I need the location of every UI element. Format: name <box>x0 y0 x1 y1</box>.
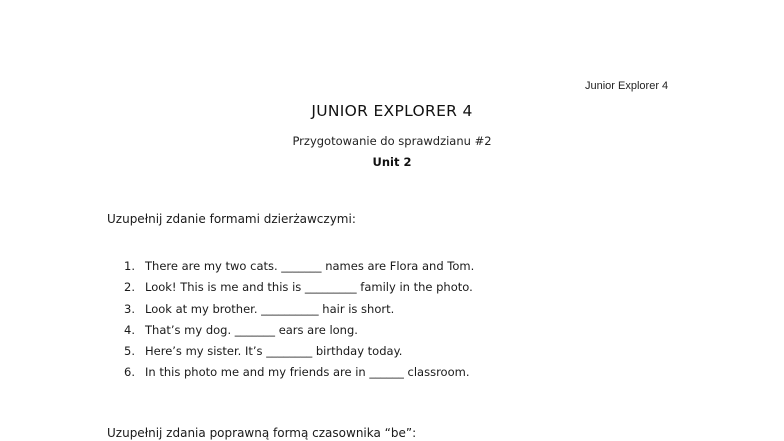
list-item <box>124 320 474 341</box>
exercise-list <box>124 256 474 384</box>
item-number: 1. <box>124 259 135 273</box>
page-subtitle: Przygotowanie do sprawdzianu #2 <box>292 134 492 148</box>
list-item <box>124 341 474 362</box>
list-item <box>124 256 474 277</box>
item-number: 6. <box>124 365 135 380</box>
item-text: That’s my dog. _______ ears are long. <box>145 322 358 337</box>
section-heading-be-verb: Uzupełnij zdania poprawną formą czasownika “be”: <box>107 426 417 440</box>
item-number: 3. <box>124 301 135 316</box>
item-text: Here’s my sister. It’s ________ birthday today. <box>145 344 403 359</box>
corner-label: Junior Explorer 4 <box>585 80 669 92</box>
list-item <box>124 299 474 320</box>
item-text: In this photo me and my friends are in ______ classroom. <box>145 365 470 380</box>
item-number: 5. <box>124 344 135 359</box>
unit-label: Unit 2 <box>372 155 412 169</box>
item-number: 2. <box>124 280 135 295</box>
list-item <box>124 362 474 383</box>
list-item <box>124 277 474 298</box>
section-heading-possessives: Uzupełnij zdanie formami dzierżawczymi: <box>107 212 356 226</box>
page-title: JUNIOR EXPLORER 4 <box>311 102 473 120</box>
item-text: Look! This is me and this is _________ family in the photo. <box>145 280 473 295</box>
item-number: 4. <box>124 322 135 337</box>
item-text: There are my two cats. _______ names are Flora and Tom. <box>145 259 475 273</box>
item-text: Look at my brother. __________ hair is short. <box>145 301 395 316</box>
